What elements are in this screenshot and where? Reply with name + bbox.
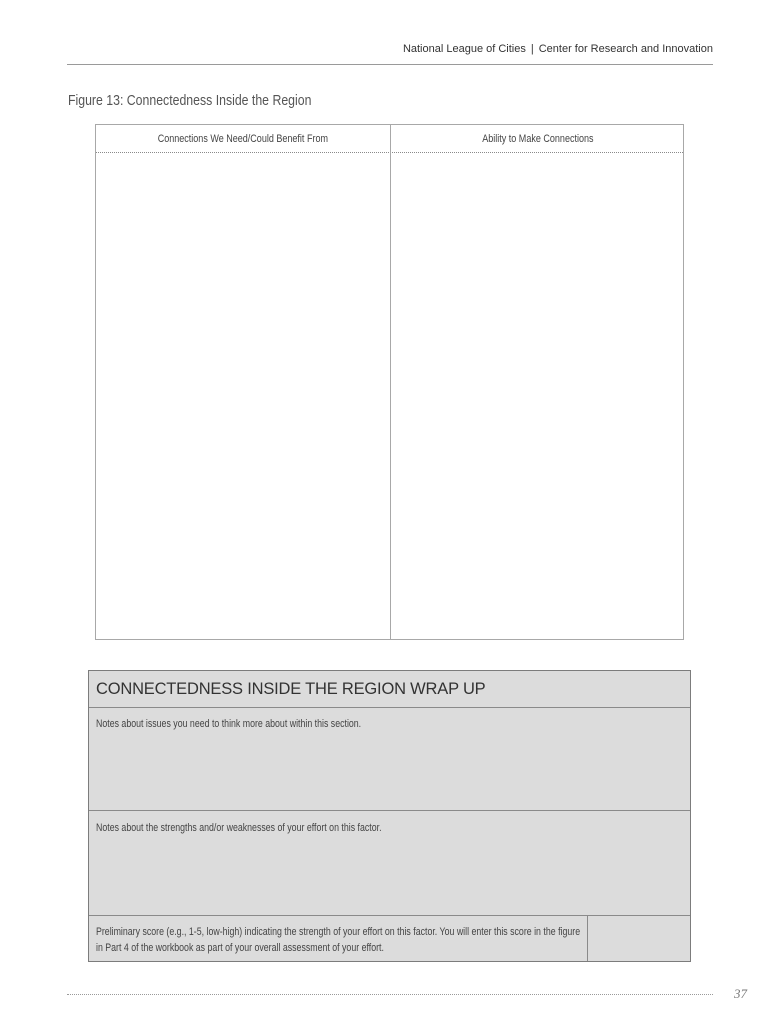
running-header xyxy=(403,43,713,55)
header-center: Center for Research and Innovation xyxy=(538,43,713,55)
notes-issues-field[interactable] xyxy=(89,707,690,811)
header-divider xyxy=(67,64,713,65)
wrap-up-header xyxy=(89,671,690,708)
wrap-up-title: CONNECTEDNESS INSIDE THE REGION WRAP UP xyxy=(96,680,486,698)
column-header-connections-needed xyxy=(96,133,390,145)
table-column-divider xyxy=(390,125,391,639)
column-header-ability xyxy=(391,133,684,145)
notes-strengths-label: Notes about the strengths and/or weaknesses of your effort on this factor. xyxy=(96,822,382,834)
page-number: 37 xyxy=(734,986,747,1001)
score-row xyxy=(89,916,690,961)
header-separator: | xyxy=(530,43,534,55)
notes-issues-label: Notes about issues you need to think more about within this section. xyxy=(96,718,362,730)
notes-strengths-field[interactable] xyxy=(89,811,690,916)
header-org: National League of Cities xyxy=(402,43,526,55)
column-header-connections-needed-label: Connections We Need/Could Benefit From xyxy=(157,133,329,145)
figure-title: Figure 13: Connectedness Inside the Region xyxy=(68,92,312,109)
score-input-box[interactable] xyxy=(587,916,690,961)
column-header-ability-label: Ability to Make Connections xyxy=(481,133,594,145)
wrap-up-box xyxy=(88,670,691,962)
footer-divider xyxy=(67,994,713,995)
score-prompt: Preliminary score (e.g., 1-5, low-high) indicating the strength of your effort on this factor. You will enter this score in the figure in Part 4 of the workbook as part of your overall assessment of your effort. xyxy=(96,926,581,954)
connections-table xyxy=(95,124,684,640)
